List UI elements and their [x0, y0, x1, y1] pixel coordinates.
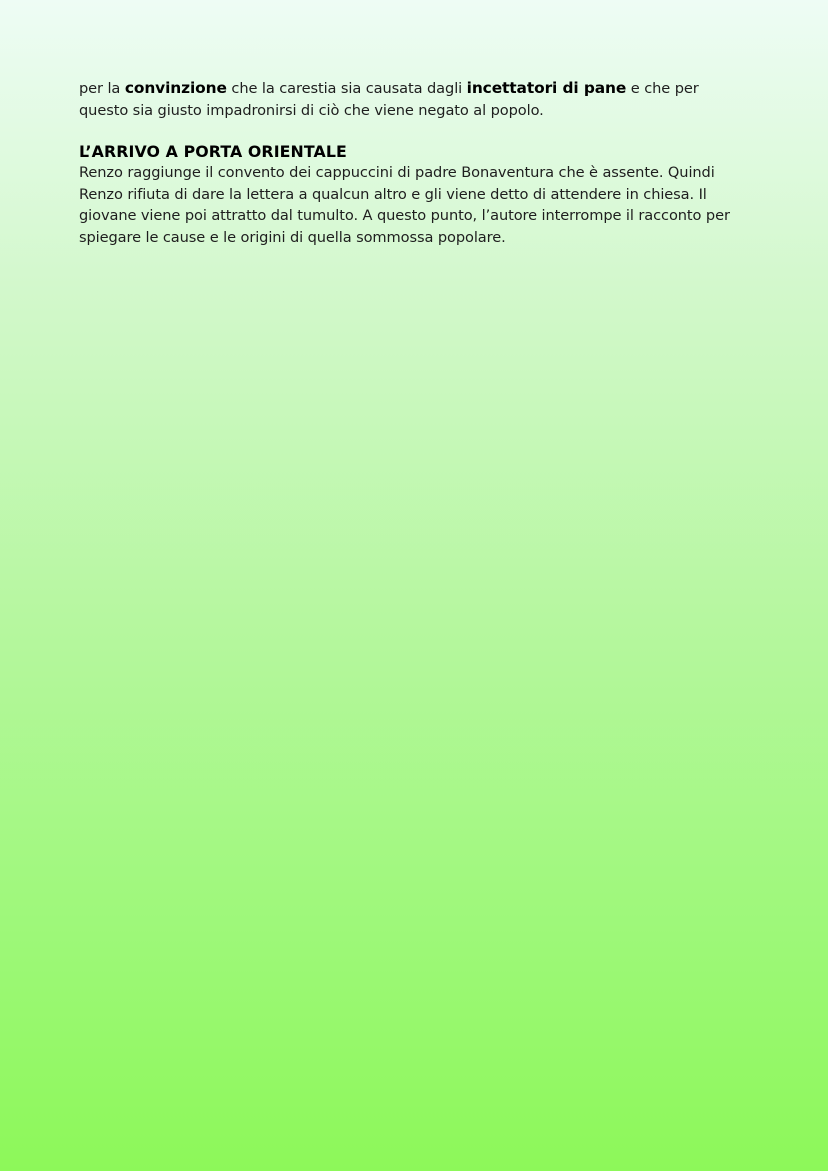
text-run: e che per: [626, 80, 699, 97]
section-line: Renzo rifiuta di dare la lettera a qualcun altro e gli viene detto di attendere in chiesa. Il: [79, 185, 707, 203]
intro-line-2: questo sia giusto impadronirsi di ciò che viene negato al popolo.: [79, 101, 544, 119]
text-run: per la: [79, 80, 125, 97]
text-run: che la carestia sia causata dagli: [226, 80, 467, 97]
section-heading: L’ARRIVO A PORTA ORIENTALE: [79, 142, 347, 161]
document-page: [79, 78, 759, 248]
section-line: spiegare le cause e le origini di quella sommossa popolare.: [79, 228, 506, 246]
section-line: giovane viene poi attratto dal tumulto. A questo punto, l’autore interrompe il racconto per: [79, 207, 730, 224]
section-paragraph: [79, 162, 759, 248]
bold-term-incettatori: incettatori di pane: [466, 79, 627, 97]
section-line: Renzo raggiunge il convento dei cappuccini di padre Bonaventura che è assente. Quindi: [79, 164, 715, 181]
intro-paragraph: [79, 78, 759, 121]
bold-term-convinzione: convinzione: [124, 79, 227, 97]
intro-line-1: [79, 78, 759, 100]
